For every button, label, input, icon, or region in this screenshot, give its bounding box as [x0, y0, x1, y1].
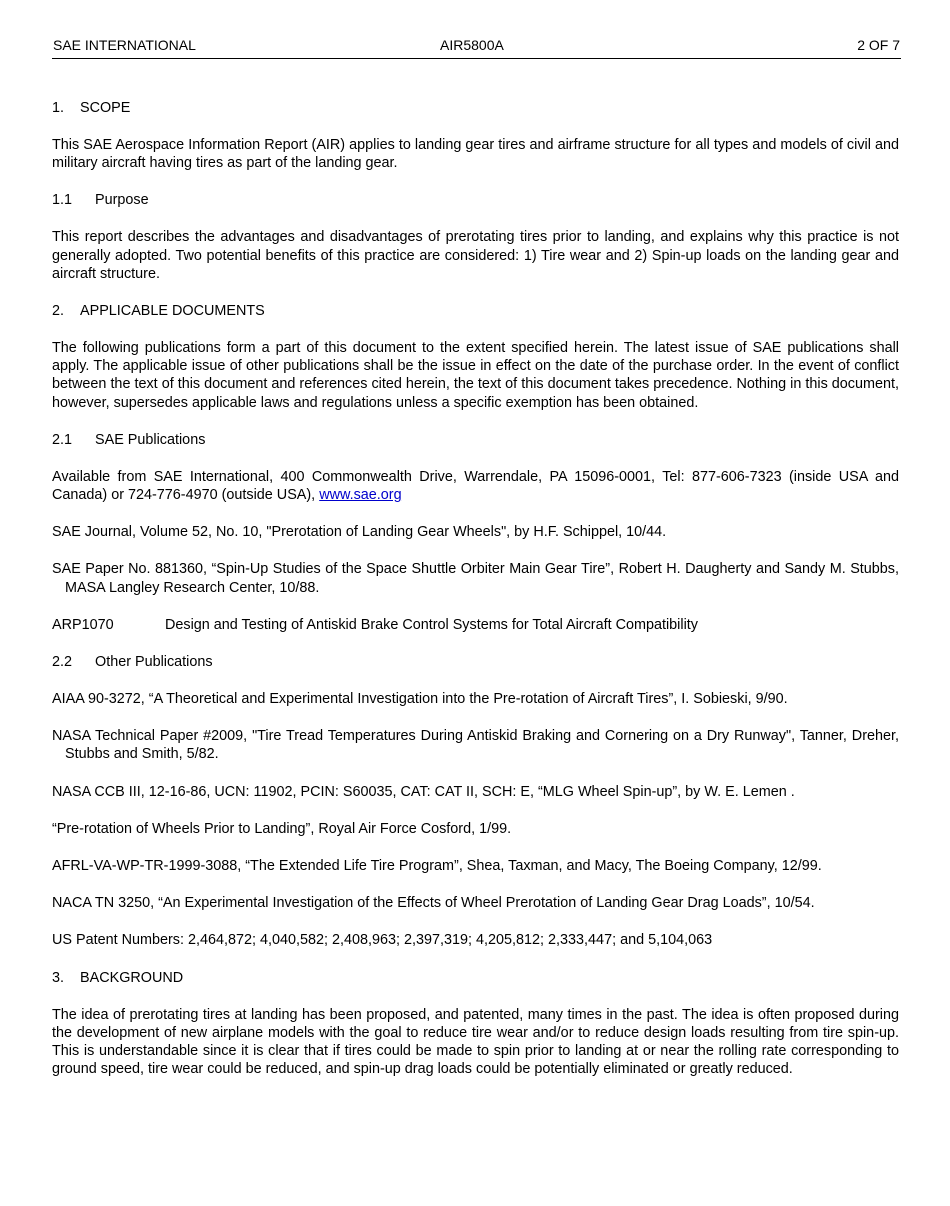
section-number: 1. [52, 100, 65, 116]
document-body [52, 99, 899, 1078]
arp-title: Design and Testing of Antiskid Brake Control Systems for Total Aircraft Compatibility [165, 616, 698, 633]
section-heading-sae-publications [52, 431, 899, 449]
section-number: 1.1 [52, 192, 73, 209]
section-heading-scope [52, 99, 899, 117]
section-number: 3. [52, 969, 65, 986]
reference-item: SAE Paper No. 881360, “Spin-Up Studies of the Space Shuttle Orbiter Main Gear Tire”, Robert H. Daugherty and Sandy M. Stubbs, MASA Langley Research Center, 10/88. [52, 561, 899, 596]
header-document-number: AIR5800A [440, 37, 504, 53]
patent-numbers: US Patent Numbers: 2,464,872; 4,040,582; 2,408,963; 2,397,319; 4,205,812; 2,333,447; and 5,104,063 [52, 932, 713, 949]
section-title: SCOPE [80, 100, 131, 116]
section-title: Purpose [95, 192, 149, 209]
section-number: 2.2 [52, 654, 73, 671]
header-organization: SAE INTERNATIONAL [53, 37, 196, 53]
section-heading-other-publications [52, 653, 899, 671]
reference-item: AIAA 90-3272, “A Theoretical and Experimental Investigation into the Pre-rotation of Aircraft Tires”, I. Sobieski, 9/90. [52, 691, 788, 708]
applicable-documents-paragraph: The following publications form a part of this document to the extent specified herein. The latest issue of SAE publications shall apply. The applicable issue of other publications shall be the issue in effect on the date of the purchase order. In the event of conflict between the text of this document and references cited herein, the text of this document takes precedence. Nothing in this document, however, supersedes applicable laws and regulations unless a specific exemption has been obtained. [52, 340, 899, 411]
section-number: 2.1 [52, 431, 73, 448]
header-page-number: 2 OF 7 [857, 37, 900, 53]
section-title: Other Publications [95, 654, 213, 671]
section-number: 2. [52, 303, 65, 320]
reference-item: NASA CCB III, 12-16-86, UCN: 11902, PCIN: S60035, CAT: CAT II, SCH: E, “MLG Wheel Spin-up”, by W. E. Lemen . [52, 783, 795, 800]
arp-code: ARP1070 [52, 616, 114, 633]
section-heading-applicable-documents [52, 302, 899, 320]
purpose-paragraph: This report describes the advantages and disadvantages of prerotating tires prior to landing, and explains why this practice is not generally adopted. Two potential benefits of this practice are considered: 1) Tire wear and 2) Spin-up loads on the landing gear and aircraft structure. [52, 229, 899, 282]
reference-item: “Pre-rotation of Wheels Prior to Landing”, Royal Air Force Cosford, 1/99. [52, 820, 512, 837]
section-title: SAE Publications [95, 431, 206, 448]
section-title: BACKGROUND [80, 969, 184, 986]
reference-item: AFRL-VA-WP-TR-1999-3088, “The Extended Life Tire Program”, Shea, Taxman, and Macy, The Boeing Company, 12/99. [52, 858, 822, 875]
reference-item: NACA TN 3250, “An Experimental Investigation of the Effects of Wheel Prerotation of Landing Gear Drag Loads”, 10/54. [52, 895, 815, 912]
reference-item: SAE Journal, Volume 52, No. 10, "Prerotation of Landing Gear Wheels", by H.F. Schippel, 10/44. [52, 524, 667, 541]
section-heading-background [52, 969, 899, 987]
section-heading-purpose [52, 191, 899, 209]
section-title: APPLICABLE DOCUMENTS [80, 303, 265, 320]
availability-text: Available from SAE International, 400 Commonwealth Drive, Warrendale, PA 15096-0001, Tel: 877-606-7323 (inside USA and Canada) or 724-776-4970 (outside USA), [52, 468, 899, 504]
background-paragraph: The idea of prerotating tires at landing has been proposed, and patented, many times in the past. The idea is often proposed during the development of new airplane models with the goal to reduce tire wear and/or to reduce design loads resulting from tire spin-up. This is understandable since it is clear that if tires could be made to spin prior to landing at or near the rolling rate corresponding to ground speed, tire wear could be reduced, and spin-up drag loads could be potentially eliminated or greatly reduced. [52, 1006, 899, 1078]
sae-website-link[interactable]: www.sae.org [319, 487, 402, 504]
scope-paragraph: This SAE Aerospace Information Report (AIR) applies to landing gear tires and airframe structure for all types and models of civil and military aircraft having tires as part of the landing gear. [52, 137, 899, 172]
reference-item: NASA Technical Paper #2009, "Tire Tread Temperatures During Antiskid Braking and Cornering on a Dry Runway", Tanner, Dreher, Stubbs and Smith, 5/82. [52, 728, 899, 763]
page-header [52, 36, 901, 59]
availability-paragraph [52, 468, 899, 504]
arp-reference [52, 616, 899, 634]
